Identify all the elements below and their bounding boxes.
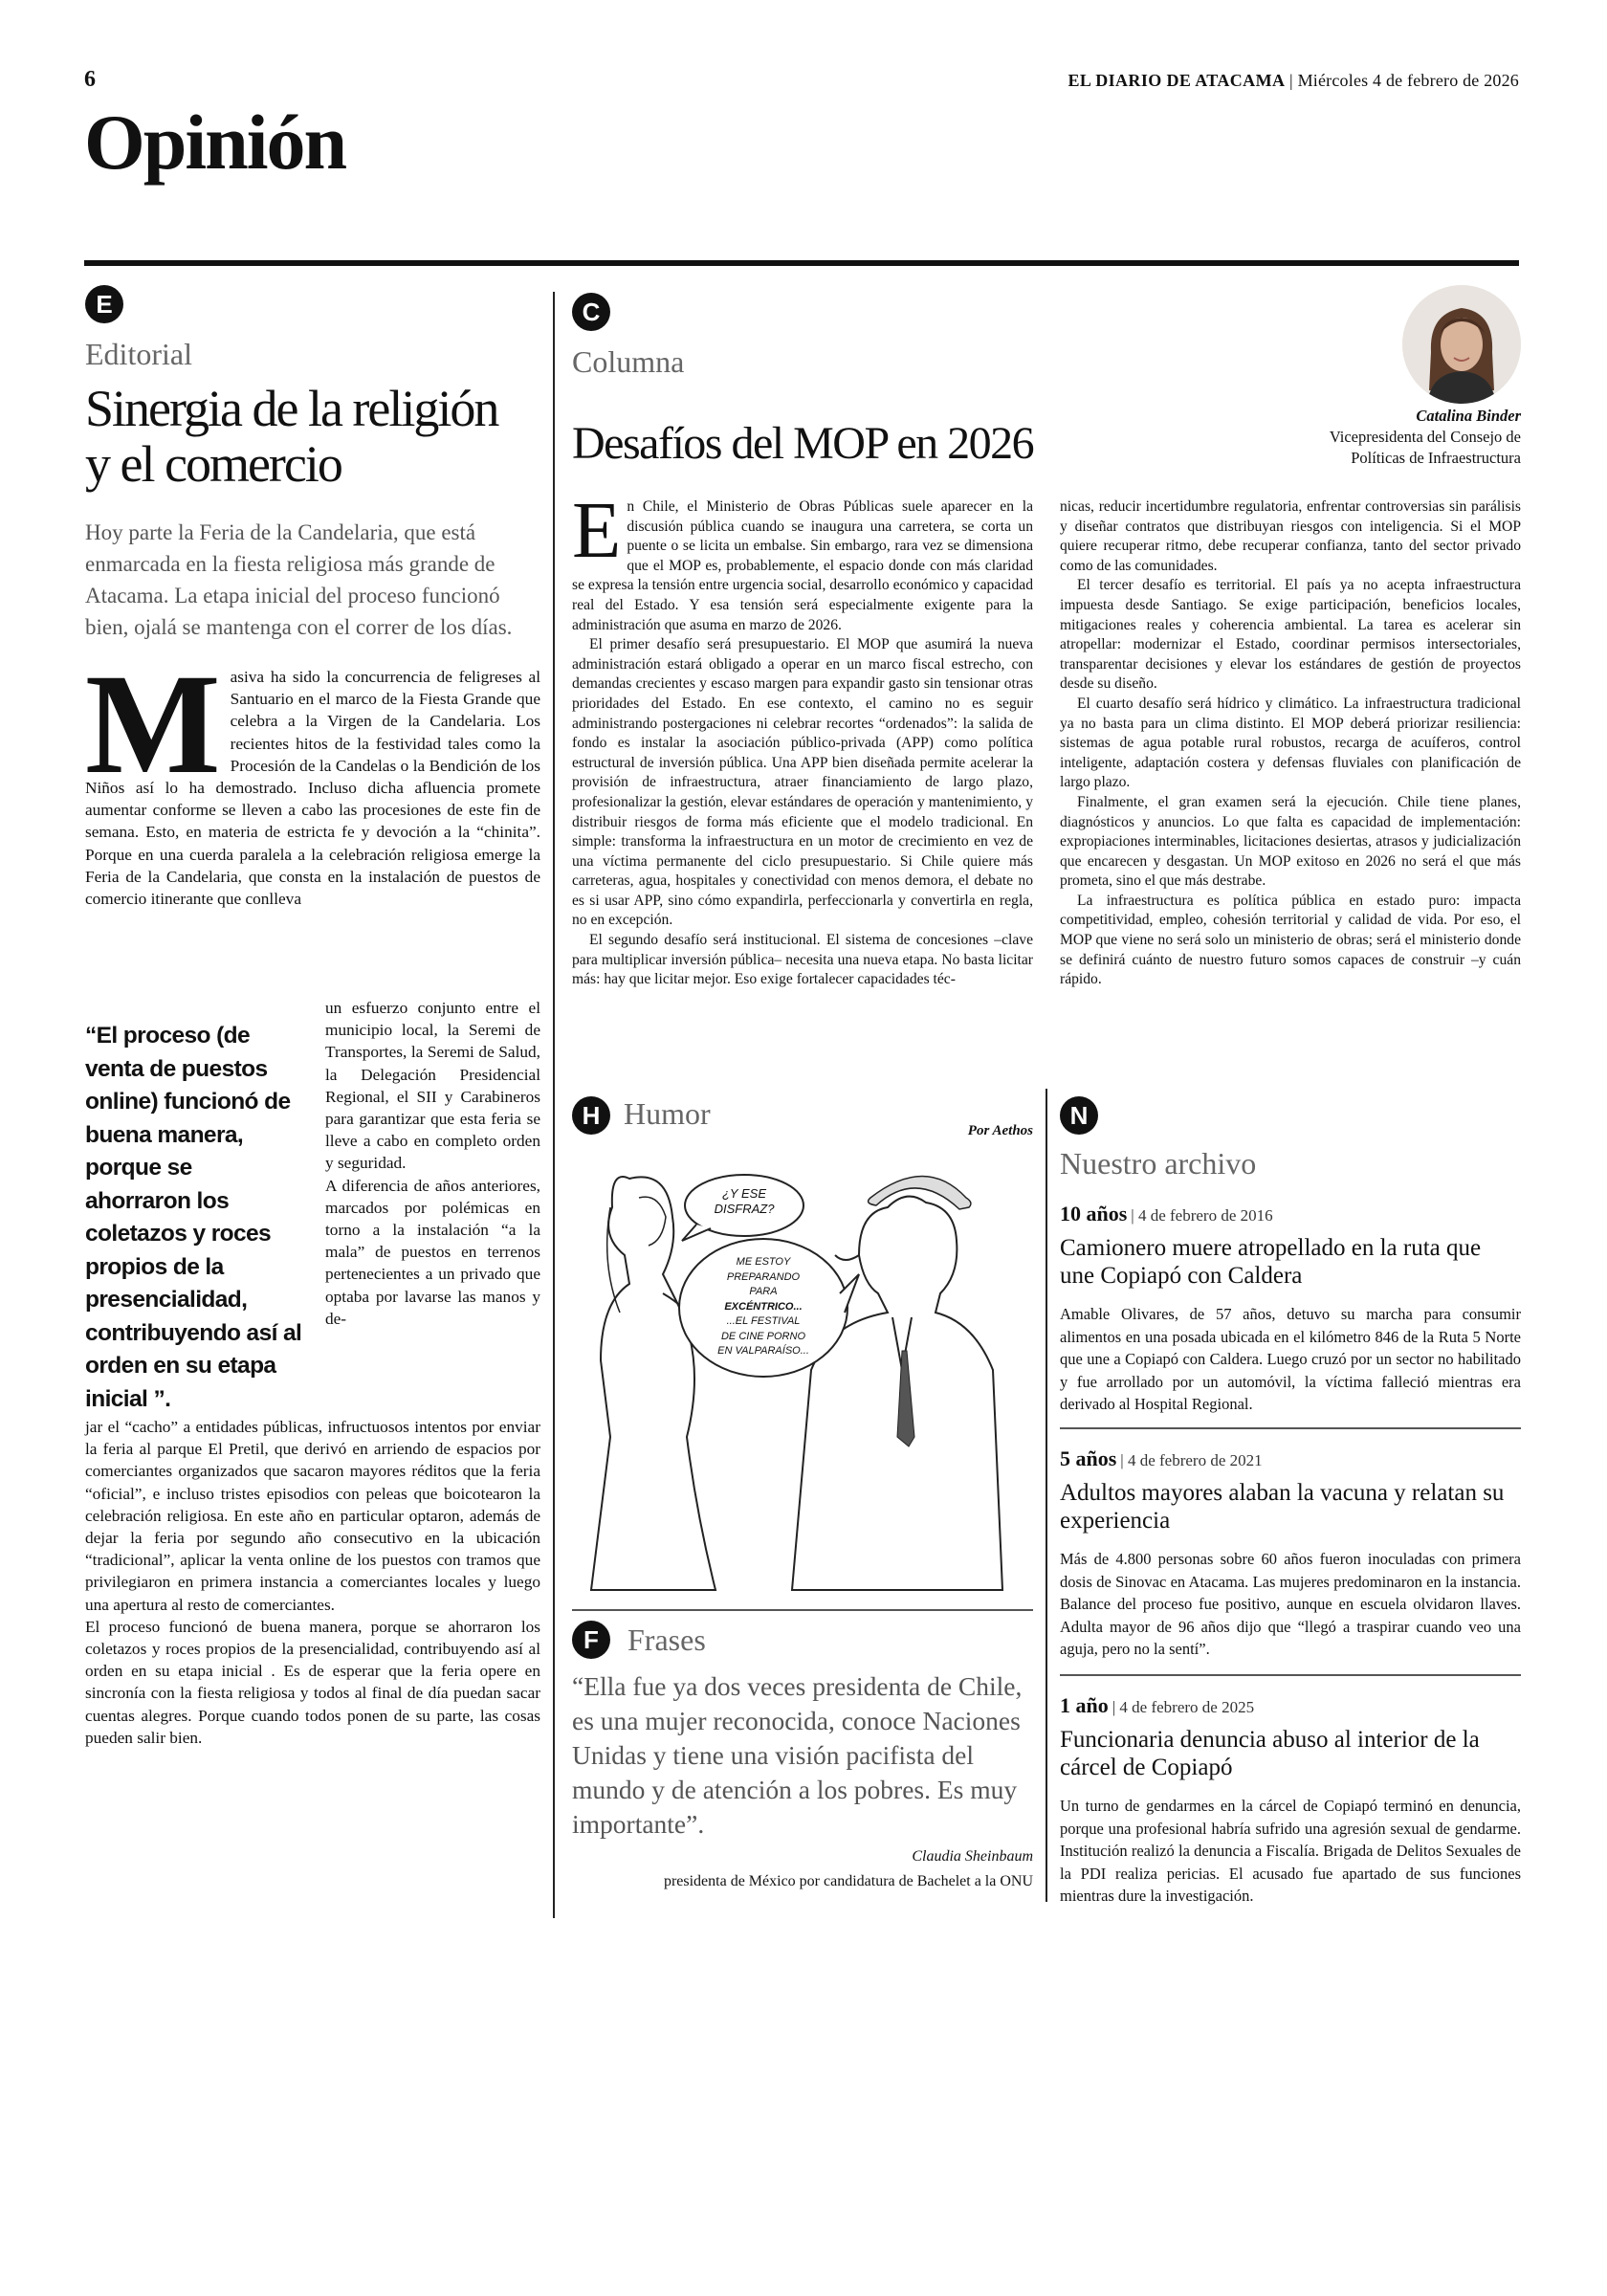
- archivo-item-years: 5 años: [1060, 1446, 1117, 1470]
- archivo-item-years: 10 años: [1060, 1202, 1128, 1225]
- column-badge: C: [572, 293, 610, 331]
- speech-bubble-2: [689, 1255, 838, 1359]
- frases-author: Claudia Sheinbaum: [912, 1848, 1033, 1865]
- speech-bubble-1: ¿Y ESE DISFRAZ?: [714, 1186, 775, 1216]
- archivo-kicker: Nuestro archivo: [1060, 1146, 1257, 1181]
- bubble-2-line-6: DE CINE PORNO: [720, 1330, 805, 1342]
- archivo-item-date: 4 de febrero de 2021: [1127, 1451, 1263, 1469]
- archivo-rule-1: [1060, 1427, 1521, 1429]
- editorial-pull-quote: “El proceso (de venta de puestos online) funcionó de buena manera, porque se ahorraron los coletazos y roces propios de la presencialidad, contribuyendo así al orden en su etapa inicial ”.: [85, 1023, 302, 1412]
- editorial-paragraph-3: El proceso funcionó de buena manera, porque se ahorraron los coletazos y roces propios de la presencialidad, contribuyendo así al orden en su etapa inicial . Es de esperar que la feria opere en sincronía con la fiesta religiosa y todos al final de día puedan sacar cuentas alegres. Porque cuando todos ponen de su parte, las cosas pueden salir bien.: [85, 1617, 540, 1747]
- editorial-paragraph-1: asiva ha sido la concurrencia de feligreses al Santuario en el marco de la Fiesta Grande que celebra a la Virgen de la Candelaria. Los recientes hitos de la festividad tales como la Procesión de la Candelas o la Bendición de los Niños así lo ha demostrado. Incluso dicha afluencia promete aumentar conforme se lleven a cabo las procesiones de este fin de semana. Esto, en materia de estricta fe y devoción a la “chinita”. Porque en una cuerda paralela a la celebración religiosa emerge la Feria de la Candelaria, que consta en la instalación de puestos de comercio itinerante que conlleva: [85, 668, 540, 909]
- editorial-headline-line-2: y el comercio: [85, 435, 341, 493]
- column-paragraph-5: El tercer desafío es territorial. El país ya no acepta infraestructura impuesta desde Santiago. Se exige participación, beneficios locales, mitigaciones reales y coherencia ambiental. La tarea es acelerar sin atropellar: modernizar el Estado, coordinar permisos intersectoriales, transparentar decisiones y elevar los estándares de gestión de proyectos desde su diseño.: [1060, 577, 1521, 693]
- editorial-headline: [85, 381, 554, 492]
- archivo-item-2: 5 años | 4 de febrero de 2021 Adultos mayores alaban la vacuna y relatan su experiencia Más de 4.800 personas sobre 60 años fueron inoculadas con primera dosis de Sinovac en Atacama. Las mujeres predominaron en la instancia. Balance del proceso fue positivo, aunque en escuela olvidaron llaves. Adulta mayor de 96 años dijo que “llegó a traspirar cuando veo una aguja, pero no la sentí”.: [1060, 1446, 1521, 1661]
- editorial-body-bottom: [85, 1416, 540, 1749]
- archivo-item-date: 4 de febrero de 2016: [1137, 1206, 1273, 1225]
- archivo-item-1: 10 años | 4 de febrero de 2016 Camionero muere atropellado en la ruta que une Copiapó con Caldera Amable Olivares, de 57 años, detuvo su marcha para consumir alimentos en una posada ubicada en el kilómetro 846 de la Ruta 5 Norte que une a Copiapó con Caldera. Luego cruzó por un sector no habilitado y fue arrollado por un automóvil, la víctima falleció mientras era derivado al Hospital Regional.: [1060, 1202, 1521, 1416]
- author-box: [1272, 406, 1521, 469]
- author-role: Vicepresidenta del Consejo de Políticas de Infraestructura: [1329, 428, 1521, 467]
- newspaper-name: EL DIARIO DE ATACAMA: [1068, 71, 1286, 90]
- page-number: 6: [84, 67, 96, 92]
- column-paragraph-8: La infraestructura es política pública en estado puro: impacta competitividad, empleo, cohesión territorial y calidad de vida. Por eso, el MOP que viene no será solo un ministerio de obras; será el ministerio donde se definirá cuánto de nuestro futuro somos capaces de construir –y cuán rápido.: [1060, 892, 1521, 988]
- humor-kicker: Humor: [624, 1096, 711, 1131]
- section-title: Opinión: [84, 99, 346, 186]
- column-kicker: Columna: [572, 344, 685, 379]
- archivo-item-title: Funcionaria denuncia abuso al interior de la cárcel de Copiapó: [1060, 1727, 1480, 1780]
- frases-kicker: Frases: [627, 1623, 706, 1657]
- frases-role: presidenta de México por candidatura de Bachelet a la ONU: [663, 1873, 1033, 1889]
- column-drop-cap: E: [572, 486, 622, 575]
- editorial-paragraph-2a: A diferencia de años anteriores, marcados por polémicas en torno a la instalación “a la mala” de puestos en terrenos pertenecientes a un privado que optaba por lavarse las manos y de-: [325, 1176, 540, 1328]
- frases-badge: F: [572, 1621, 610, 1659]
- cartoon-illustration-icon: [572, 1150, 1033, 1600]
- frases-rule: [572, 1609, 1033, 1611]
- editorial-body-top: [85, 645, 540, 910]
- bubble-2-line-1: ME ESTOY: [736, 1256, 791, 1268]
- author-portrait-icon: [1402, 285, 1521, 404]
- bubble-2-line-5: ...EL FESTIVAL: [726, 1315, 801, 1327]
- column-body-1: [572, 486, 1033, 990]
- archivo-item-body: Un turno de gendarmes en la cárcel de Copiapó terminó en denuncia, porque una profesional habría sufrido una agresión sexual de gendarme. Institución realizó la denuncia a Fiscalía. Brigada de Delitos Sexuales de la PDI realiza pericias. El acusado fue apartado de sus funciones mientras dure la investigación.: [1060, 1797, 1521, 1905]
- issue-date: Miércoles 4 de febrero de 2026: [1297, 71, 1519, 90]
- editorial-headline-line-1: Sinergia de la religión: [85, 380, 498, 437]
- column-paragraph-2: El primer desafío será presupuestario. El MOP que asumirá la nueva administración estará obligado a operar en un marco fiscal estrecho, con demandas crecientes y escaso margen para expandir gasto sin tensionar otras prioridades del Estado. En ese contexto, el camino no es seguir administrando postergaciones ni celebrar recortes “ordenados”: la salida de fondo es instalar la asociación público-privada (APP) como política estructural de inversión pública. Una APP bien diseñada permite acelerar la provisión de infraestructura, atraer financiamiento de largo plazo, profesionalizar la gestión, elevar estándares de operación y mantenimiento, y distribuir riesgos de forma más eficiente que el modelo tradicional. En simple: transforma la infraestructura en un motor de crecimiento en vez de una víctima permanente del ciclo presupuestario. Si Chile quiere más carreteras, agua, hospitales y conectividad con menos demora, el debate no es si usar APP, sino cómo expandirla, perfeccionarla y convertirla en regla, no en excepción.: [572, 636, 1033, 929]
- archivo-item-body: Amable Olivares, de 57 años, detuvo su marcha para consumir alimentos en una posada ubicada en el kilómetro 846 de la Ruta 5 Norte que une a Copiapó con Caldera. Luego cruzó por un sector no habilitado y fue arrollado por un automóvil, la víctima falleció mientras era derivado al Hospital Regional.: [1060, 1305, 1521, 1413]
- author-photo: [1402, 285, 1521, 404]
- archivo-badge: N: [1060, 1096, 1098, 1135]
- editorial-drop-cap: M: [85, 645, 221, 804]
- archivo-item-body: Más de 4.800 personas sobre 60 años fueron inoculadas con primera dosis de Sinovac en Atacama. Las mujeres predominaron en la instancia. Balance del proceso fue positivo, aunque en escuela olvidaron llaves. Adulta mayor de 96 años dijo que “llegó a traspirar cuando veo una aguja, pero no la sentí”.: [1060, 1550, 1521, 1658]
- column-paragraph-6: El cuarto desafío será hídrico y climático. La infraestructura tradicional ya no basta para un clima distinto. El MOP deberá priorizar resiliencia: sistemas de agua potable rural robustos, recarga de acuíferos, control inteligente, adaptación costera y defensas fluviales con planificación de largo plazo.: [1060, 695, 1521, 791]
- column-paragraph-7: Finalmente, el gran examen será la ejecución. Chile tiene planes, diagnósticos y anuncios. Lo que falta es capacidad de implementación: expropiaciones interminables, licitaciones desiertas, atrasos y judicialización que encarecen y desgastan. Un MOP exitoso en 2026 no será el que más prometa, sino el que más destrabe.: [1060, 793, 1521, 890]
- cartoon: [572, 1150, 1033, 1600]
- archivo-item-years: 1 año: [1060, 1693, 1109, 1717]
- archivo-item-title: Camionero muere atropellado en la ruta que une Copiapó con Caldera: [1060, 1235, 1482, 1289]
- column-paragraph-4: nicas, reducir incertidumbre regulatoria, enfrentar controversias sin parálisis y diseñar contratos que distribuyan riesgos con inteligencia. Si el MOP quiere recuperar ritmo, debe recuperar confianza, tanto del sector privado como de las comunidades.: [1060, 498, 1521, 574]
- top-rule: [84, 260, 1519, 266]
- column-headline: Desafíos del MOP en 2026: [572, 418, 1034, 469]
- column-paragraph-1: n Chile, el Ministerio de Obras Públicas suele aparecer en la discusión pública cuando se inaugura una carretera, se corta un puente o se licita un embalse. Sin embargo, rara vez se dimensiona que el MOP es, probablemente, el espacio donde con más claridad se expresa la tensión entre urgencia social, desarrollo económico y capacidad real del Estado. Y esa tensión será especialmente exigente para la administración que asuma en marzo de 2026.: [572, 498, 1033, 633]
- editorial-lead: Hoy parte la Feria de la Candelaria, que está enmarcada en la fiesta religiosa más grande de Atacama. La etapa inicial del proceso funcionó bien, ojalá se mantenga con el correr de los días.: [85, 520, 513, 639]
- bubble-2-line-3: PARA: [749, 1286, 778, 1297]
- archivo-item-date: 4 de febrero de 2025: [1119, 1698, 1255, 1716]
- humor-byline: Por Aethos: [967, 1123, 1033, 1138]
- column-paragraph-3: El segundo desafío será institucional. El sistema de concesiones –clave para multiplicar inversión pública– necesita una nueva etapa. No basta licitar más: hay que licitar mejor. Eso exige fortalecer capacidades téc-: [572, 932, 1033, 988]
- editorial-paragraph-1b: un esfuerzo conjunto entre el municipio local, la Seremi de Transportes, la Seremi de Salud, la Delegación Presidencial Regional, el SII y Carabineros para garantizar que esta feria se lleve a cabo en completo orden y seguridad.: [325, 999, 540, 1173]
- bubble-2-line-4: EXCÉNTRICO...: [724, 1300, 803, 1313]
- editorial-kicker: Editorial: [85, 337, 192, 371]
- column-body-2: [1060, 497, 1521, 990]
- editorial-paragraph-2b: jar el “cacho” a entidades públicas, infructuosos intentos por enviar la feria al parque El Pretil, que derivó en arriendo de espacios por comerciantes organizados que sacaron mayores réditos que la feria “oficial”, e incluso tristes episodios con peleas que boicotearon la celebración religiosa. En este año en particular optaron, además de dejar la feria por segundo año consecutivo en la ubicación “tradicional”, aplicar la venta online de los puestos con tramos que privilegiaron en primera instancia a comerciantes locales y luego una apertura al resto de comerciantes.: [85, 1418, 540, 1614]
- masthead: EL DIARIO DE ATACAMA | Miércoles 4 de febrero de 2026: [1068, 71, 1519, 90]
- bubble-2-line-2: PREPARANDO: [726, 1270, 801, 1283]
- archivo-item-3: 1 año | 4 de febrero de 2025 Funcionaria denuncia abuso al interior de la cárcel de Copiapó Un turno de gendarmes en la cárcel de Copiapó terminó en denuncia, porque una profesional habría sufrido una agresión sexual de gendarme. Institución realizó la denuncia a Fiscalía. Brigada de Delitos Sexuales de la PDI realiza pericias. El acusado fue apartado de sus funciones mientras dure la investigación.: [1060, 1693, 1521, 1908]
- author-name: Catalina Binder: [1416, 407, 1521, 425]
- column-divider-right: [1046, 1089, 1047, 1902]
- editorial-body-side: [325, 997, 540, 1330]
- frases-quote: “Ella fue ya dos veces presidenta de Chile, es una mujer reconocida, conoce Naciones Unidas y tiene una visión pacifista del mundo y de atención a los pobres. Es muy importante”.: [572, 1671, 1023, 1839]
- bubble-2-line-7: EN VALPARAÍSO...: [717, 1345, 809, 1357]
- archivo-item-title: Adultos mayores alaban la vacuna y relatan su experiencia: [1060, 1480, 1505, 1534]
- humor-badge: H: [572, 1096, 610, 1135]
- archivo-rule-2: [1060, 1674, 1521, 1676]
- column-divider-left: [553, 292, 555, 1918]
- editorial-badge: E: [85, 285, 123, 323]
